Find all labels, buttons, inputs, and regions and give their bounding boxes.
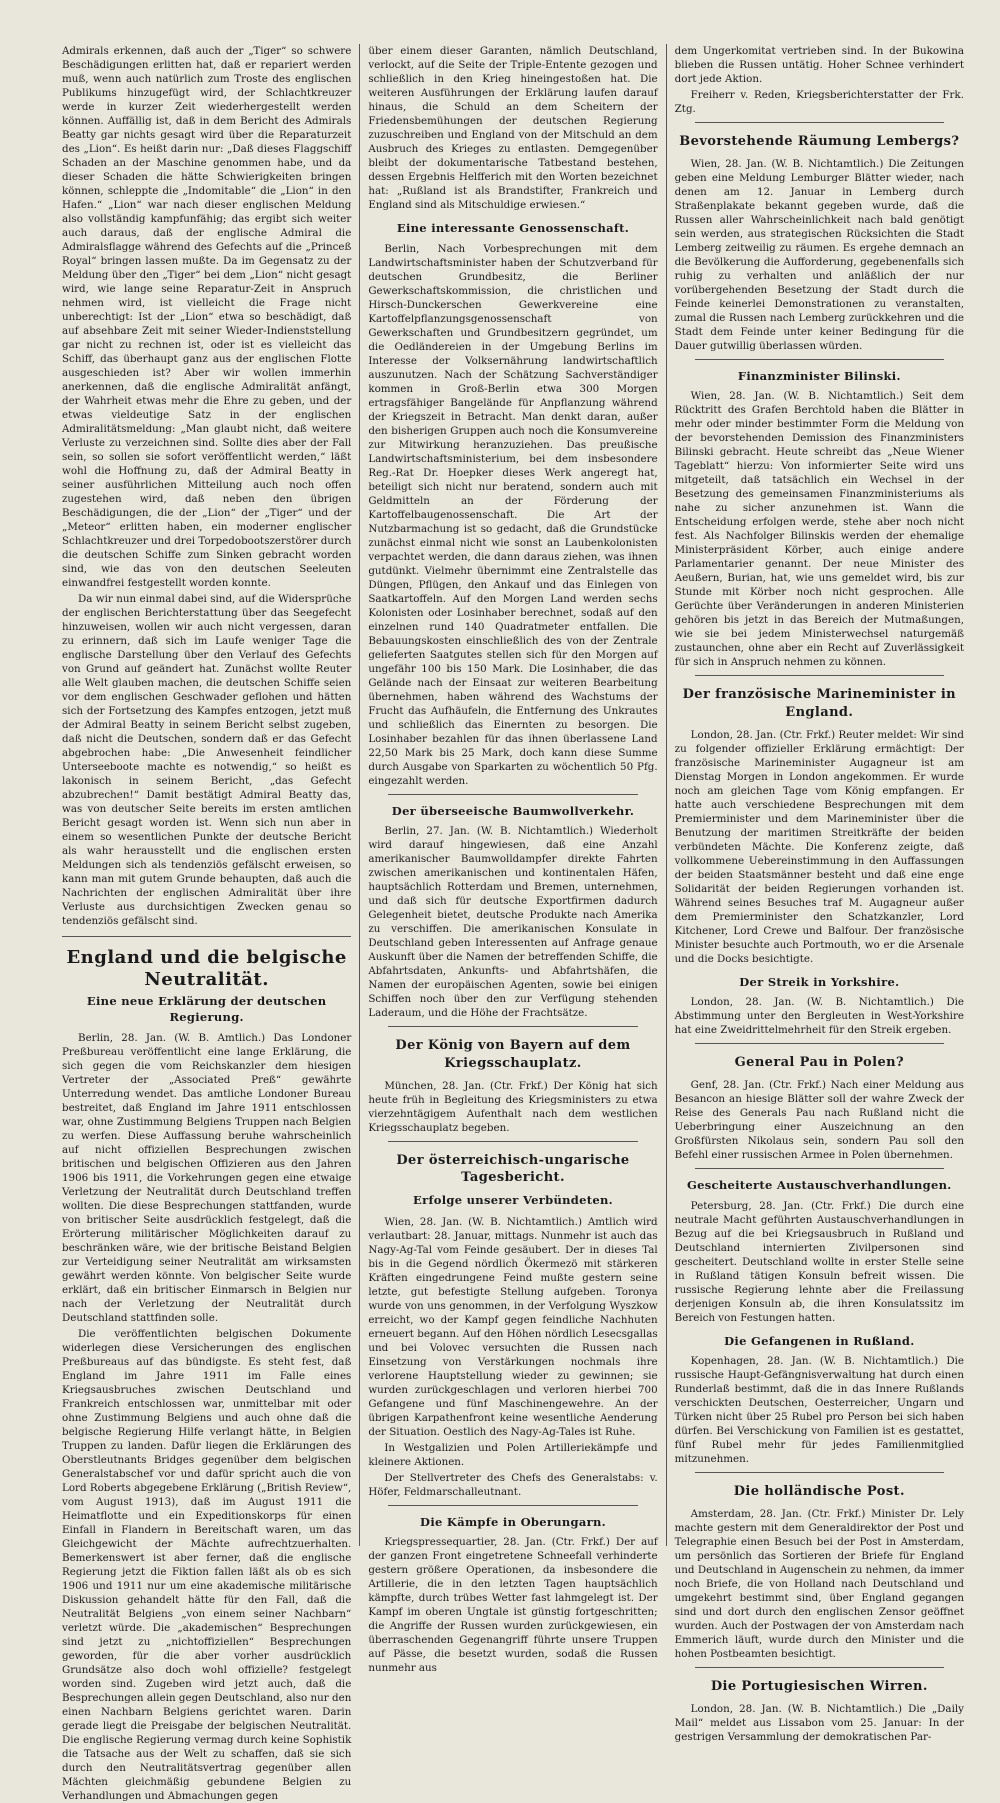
column-rule — [359, 44, 360, 1546]
article-text: Wien, 28. Jan. (W. B. Nichtamtlich.) Seit dem Rücktritt des Grafen Berchtold haben die Blätter in mehr oder minder bestimmter Form die Meldung von der bevorstehenden Demission des Finanzministers Bilinski gebracht. Heute schreibt das „Neue Wiener Tageblatt“ hierzu: Von informierter Seite wird uns mitgeteilt, daß tatsächlich ein Wechsel in der Besetzung des gemeinsamen Finanzministeriums als nahe zu sicher anzunehmen ist. Wann die Entscheidung erfolgen werde, stehe aber noch nicht fest. Als Nachfolger Bilinskis werden der ehemalige Ministerpräsident Körber, auch einige andere Parlamentarier genannt. Der neue Minister des Aeußern, Burian, hat, wie uns gemeldet wird, bis zur Stunde mit Körber noch nicht gesprochen. Alle Gerüchte über Veränderungen in anderen Ministerien gehören bis jetzt in das Bereich der Mutmaßungen, wie sie bei jedem Ministerwechsel naturgemäß zustaunchen, ohne aber ein Recht auf Zuverlässigkeit für sich in Anspruch nehmen zu können. — [674, 390, 964, 669]
divider — [62, 936, 351, 937]
headline-austro-hungarian-report: Der österreichisch-ungarische Tagesbericht. — [396, 1152, 630, 1186]
divider — [695, 1168, 944, 1169]
column-2 — [368, 44, 658, 1675]
divider — [388, 1505, 637, 1506]
article-text: Wien, 28. Jan. (W. B. Nichtamtlich.) Amtlich wird verlautbart: 28. Januar, mittags. Nunmehr ist auch das Nagy-Ag-Tal vom Feinde gesäubert. Der in dieses Tal bis in die Gegend nördlich Ökermezö mit stärkeren Kräften eingedrungene Feind mußte gestern seine letzte, gut befestigte Stellung aufgeben. Toronya wurde von uns genommen, in der Verfolgung Wyszkow erreicht, wo der Kampf gegen feindliche Nachhuten erneuert begann. Auf den Höhen nördlich Lesecsgallas und bei Volovec versuchten die Russen nach Einsetzung von Verstärkungen nochmals ihre verlorene Hauptstellung wieder zu gewinnen; sie wurden zurückgeschlagen und verloren hierbei 700 Gefangene und fünf Maschinengewehre. An der übrigen Karpathenfront keine wesentliche Aenderung der Situation. Oestlich des Nagy-Ag-Tales ist Ruhe. — [368, 1215, 658, 1438]
article-text: Berlin, Nach Vorbesprechungen mit dem Landwirtschaftsminister haben der Schutzverband für deutschen Grundbesitz, die Berliner Gewerkschaftskommission, die christlichen und Hirsch-Dunckerschen Gewerkvereine eine Kartoffelpflanzungsgenossenschaft von Gewerkschaften und Grundbesitzern gegründet, um die Oedländereien in der Umgebung Berlins im Interesse der Volksernährung landwirtschaftlich auszunutzen. Nach der Schätzung Sachverständiger kommen in Groß-Berlin etwa 300 Morgen ertragsfähiger Bangelände für Anpflanzung während der Kriegszeit in Betracht. Man denkt daran, außer den bisherigen Gruppen auch noch die Konsumvereine zur Mitwirkung heranzuziehen. Das preußische Landwirtschaftsministerium, bei dem insbesondere Reg.-Rat Dr. Hoepker dieses Werk angeregt hat, beteiligt sich nicht nur beratend, sondern auch mit Geldmitteln an der Förderung der Kartoffelbaugenossenschaft. Die Art der Nutzbarmachung ist so gedacht, daß die Grundstücke zunächst einmal nicht wie sonst an Laubenkolonisten verpachtet werden, die dann daraus ziehen, was ihnen gutdünkt. Vielmehr übernimmt eine Zentralstelle das Düngen, Pflügen, den Ankauf und das Einlegen von Saatkartoffeln. Auf den Morgen Land werden sechs Kolonisten oder Losinhaber berechnet, sodaß auf den einzelnen rund 140 Quadratmeter entfallen. Die Bebauungskosten einschließlich des von der Zentrale gelieferten Saatgutes stellen sich für den Morgen auf ungefähr 100 bis 150 Mark. Die Losinhaber, die das Gelände nach der Einsaat zur weiteren Bearbeitung übernehmen, haben während des Wachstums der Frucht das Aufhäufeln, die Entfernung des Unkrautes und schließlich das Einernten zu besorgen. Die Losinhaber bezahlen für das ihnen überlassene Land 22,50 Mark bis 25 Mark, doch kann diese Summe durch Ausgabe von Sparkarten zu wöchentlich 50 Pfg. eingezahlt werden. — [368, 242, 658, 787]
subheadline: Eine neue Erklärung der deutschen Regierung. — [86, 994, 327, 1024]
headline-cotton-traffic: Der überseeische Baumwollverkehr. — [391, 803, 635, 818]
headline-prisoners-russia: Die Gefangenen in Rußland. — [724, 1333, 915, 1348]
article-text: Wien, 28. Jan. (W. B. Nichtamtlich.) Die Zeitungen geben eine Meldung Lemburger Blätter wieder, nach denen am 12. Januar in Lemberg durch Straßenplakate bekannt gegeben wurde, daß die Russen aller Wahrscheinlichkeit nach bald genötigt sein werden, aus strategischen Rücksichten die Stadt Lemberg zeitweilig zu räumen. Es ergehe demnach an die Bevölkerung die Aufforderung, gegebenenfalls sich ruhig zu verhalten und anläßlich der nur vorübergehenden Besetzung der Stadt durch die Feinde keinerlei Demonstrationen zu veranstalten, zumal die Russen nach Lemberg zurückkehren und die Stadt dem Feinde unter keiner Bedingung für die Dauer gutwillig überlassen würden. — [674, 157, 964, 352]
divider — [695, 1667, 944, 1668]
article-text: London, 28. Jan. (Ctr. Frkf.) Reuter meldet: Wir sind zu folgender offizieller Erklärung ermächtigt: Der französische Marineminister Augagneur ist am Dienstag Morgen in London angekommen. Er wurde noch am gleichen Tage vom König empfangen. Er hatte auch verschiedene Besprechungen mit dem Premierminister und dem Marineminister über die Benutzung der maritimen Streitkräfte der beiden verbündeten Mächte. Die Konferenz zeigte, daß vollkommene Uebereinstimmung in den Auffassungen der beiden Staatsmänner besteht und daß eine enge Solidarität der beiden Regierungen vorhanden ist. Während seines Besuches traf M. Augagneur außer dem Premierminister den Schatzkanzler, Lord Kitchener, Lord Crewe und Balfour. Der französische Minister besuchte auch Portmouth, wo er die Arsenale und die Docks besichtigte. — [674, 728, 964, 965]
divider — [695, 1043, 944, 1044]
divider — [695, 675, 944, 676]
divider — [388, 794, 637, 795]
article-text: Kriegspressequartier, 28. Jan. (Ctr. Frkf.) Der auf der ganzen Front eingetretene Schneefall verhinderte gestern größere Operationen, da insbesondere die Artillerie, die in den letzten Tagen hauptsächlich kämpfte, durch trübes Wetter fast lahmgelegt ist. Der Kampf im oberen Ungtale ist günstig fortgeschritten; die Angriffe der Russen wurden zurückgewiesen, ein überraschenden Gegenangriff führte unsere Truppen auf Pässe, die besetzt wurden, sodaß die Russen nunmehr aus — [368, 1536, 658, 1675]
headline-portuguese-turmoil: Die Portugiesischen Wirren. — [710, 1678, 928, 1694]
column-3 — [674, 44, 964, 1743]
article-text: dem Ungerkomitat vertrieben sind. In der Bukowina blieben die Russen untätig. Hoher Schnee verhindert dort jede Aktion. — [674, 45, 964, 85]
article-text: Der Stellvertreter des Chefs des Generalstabs: v. Höfer, Feldmarschalleutnant. — [368, 1471, 658, 1498]
article-text: Da wir nun einmal dabei sind, auf die Widersprüche der englischen Berichterstattung über das Seegefecht hinzuweisen, wollen wir auch nicht vergessen, daran zu erinnern, daß sich im Laufe weniger Tage die englische Darstellung über den Verlauf des Gefechts von Grund auf geändert hat. Zunächst wollte Reuter alle Welt glauben machen, die deutschen Schiffe seien vor dem englischen Geschwader geflohen und hätten sich der Fortsetzung des Kampfes entzogen, jetzt muß der Admiral Beatty in seinem Bericht selbst zugeben, daß nicht die Deutschen, sondern daß er das Gefecht abgebrochen habe: „Die Anwesenheit feindlicher Unterseeboote machte es notwendig,“ so heißt es lakonisch in seinem Bericht, „das Gefecht abzubrechen!“ Damit bestätigt Admiral Beatty das, was von deutscher Seite bereits im ersten amtlichen Bericht gesagt worden ist. Wenn sich nun aber in einem so wesentlichen Punkte der deutsche Bericht als wahr herausstellt und die englischen ersten Meldungen sich als tendenziös gefälscht erweisen, so kann man mit gutem Grunde behaupten, daß auch die Nachrichten der englischen Admiralität über ihre Verluste aus durchsichtigen Zwecken genau so tendenziös gefälscht sind. — [62, 593, 352, 927]
column-rule — [666, 44, 667, 1546]
article-text: Admirals erkennen, daß auch der „Tiger“ so schwere Beschädigungen erlitten hat, daß er repariert werden muß, wenn auch natürlich zum Troste des englischen Publikums hinzugefügt wird, der Schlachtkreuzer werde in kurzer Zeit wiederhergestellt werden können. Auffällig ist, daß in dem Bericht des Admirals Beatty gar nichts gesagt wird über die Reparaturzeit des „Lion“. Es heißt darin nur: „Daß dieses Flaggschiff Schaden an der Maschine genommen habe, und da dieser Schaden die hätte Schwierigkeiten bringen können, schleppte die „Indomitable“ die „Lion“ in den Hafen.“ „Lion“ war nach dieser englischen Meldung also vollständig kampfunfähig; das ergibt sich weiter auch daraus, daß der englische Admiral die Admiralsflagge während des Gefechts auf die „Princeß Royal“ bringen lassen mußte. Da im Gegensatz zu der Meldung über den „Tiger“ bei dem „Lion“ nicht gesagt wird, wie lange seine Reparatur-Zeit in Anspruch nehmen wird, ist vielleicht die Frage nicht unberechtigt: Ist der „Lion“ etwa so beschädigt, daß auf absehbare Zeit mit seiner Wieder-Indienststellung gar nicht zu rechnen ist, oder ist es vielleicht das Schiff, das überhaupt ganz aus der englischen Flotte ausgeschieden ist? Aber wir wollen immerhin anerkennen, daß die englische Admiralität anfängt, der Wahrheit etwas mehr die Ehre zu geben, und der etwas vieldeutige Satz in der englischen Admiralitätsmeldung: „Man glaubt nicht, daß weitere Verluste zu verzeichnen sind. Sollte dies aber der Fall sein, so sollen sie sofort veröffentlicht werden,“ läßt wohl die Hoffnung zu, daß der Admiral Beatty in seiner ausführlichen Mitteilung auch noch offen zugestehen wird, daß neben den übrigen Beschädigungen, die der „Lion“ der „Tiger“ und der „Meteor“ erlitten haben, ein moderner englischer Schlachtkreuzer und drei Torpedobootszerstörer durch die deutschen Schiffe zum Sinken gebracht worden sind, wie das von den deutschen Seeleuten einwandfrei festgestellt worden konnte. — [62, 45, 352, 589]
headline-exchange-negotiations: Gescheiterte Austauschverhandlungen. — [687, 1177, 952, 1192]
divider — [695, 122, 944, 123]
article-text: London, 28. Jan. (W. B. Nichtamtlich.) Die „Daily Mail“ meldet aus Lissabon vom 25. Januar: In der gestrigen Versammlung der demokratischen Par- — [674, 1702, 964, 1743]
byline: Freiherr v. Reden, Kriegsberichterstatter der Frk. Ztg. — [674, 89, 964, 115]
divider — [388, 1141, 637, 1142]
headline-lemberg: Bevorstehende Räumung Lembergs? — [679, 134, 960, 149]
divider — [695, 359, 944, 360]
headline-finance-minister: Finanzminister Bilinski. — [737, 368, 901, 383]
article-text: In Westgalizien und Polen Artilleriekämpfe und kleinere Aktionen. — [368, 1441, 658, 1468]
article-text: über einem dieser Garanten, nämlich Deutschland, verlockt, auf die Seite der Triple-Entente gezogen und schließlich in den Krieg hineingestoßen hat. Die weiteren Ausführungen der Erklärung laufen darauf hinaus, die Schuld an dem Scheitern der Friedensbemühungen der deutschen Regierung zuzuschreiben und England von der Mitschuld an dem Ausbruch des Krieges zu entlasten. Demgegenüber bleibt der dokumentarische Tatbestand bestehen, dessen Ergebnis Helfferich mit den Worten bezeichnet hat: „Rußland ist als Brandstifter, Frankreich und England sind als Mitschuldige erwiesen.“ — [368, 45, 658, 211]
headline-general-pau: General Pau in Polen? — [734, 1055, 904, 1071]
article-text: München, 28. Jan. (Ctr. Frkf.) Der König hat sich heute früh in Begleitung des Kriegsministers zu etwa vierzehntägigem Aufenthalt nach dem westlichen Kriegsschauplatz begeben. — [368, 1079, 658, 1134]
headline-cooperative: Eine interessante Genossenschaft. — [396, 221, 630, 235]
headline-yorkshire-strike: Der Streik in Yorkshire. — [739, 974, 900, 989]
article-text: London, 28. Jan. (W. B. Nichtamtlich.) Die Abstimmung unter den Bergleuten in West-Yorkshire hat eine Zweidrittelmehrheit für den Streik ergeben. — [674, 996, 964, 1037]
headline-belgian-neutrality: England und die belgische Neutralität. — [66, 947, 347, 990]
article-text: Berlin, 27. Jan. (W. B. Nichtamtlich.) Wiederholt wird darauf hingewiesen, daß eine Anzahl amerikanischer Baumwolldampfer direkte Fahrten zwischen amerikanischen und kontinentalen Häfen, hauptsächlich Rotterdam und Bremen, unternehmen, und daß sich für deutsche Exportfirmen dadurch Gelegenheit bietet, deutsche Produkte nach Amerika zu verschiffen. Die amerikanischen Konsulate in Deutschland geben Interessenten auf Anfrage genaue Auskunft über die Namen der betreffenden Schiffe, die Abfahrtsdaten, Ankunfts- und Abfahrtshäfen, die Namen der europäischen Agenten, sowie bei einigen Schiffen noch über den zur Verfügung stehenden Laderaum, und die Höhe der Frachtsätze. — [368, 825, 658, 1020]
article-text: Genf, 28. Jan. (Ctr. Frkf.) Nach einer Meldung aus Besancon an hiesige Blätter soll der wahre Zweck der Reise des Generals Pau nach Rußland nicht die Ueberbringung einer Auszeichnung an den Großfürsten Nikolaus sein, sondern Pau soll den Befehl einer russischen Armee in Polen übernehmen. — [674, 1078, 964, 1161]
article-text: Die veröffentlichten belgischen Dokumente widerlegen diese Versicherungen des englischen Preßbureaus auf das bündigste. Es steht fest, daß England im Jahre 1911 im Falle eines Kriegsausbruches zwischen Deutschland und Frankreich entschlossen war, unmittelbar mit oder ohne Zustimmung Belgiens und auch ohne daß die belgische Regierung Hilfe verlangt hätte, in Belgien Truppen zu landen. Dafür liegen die Erklärungen des Oberstleutnants Bridges gegenüber dem belgischen Generalstabschef vor und dafür spricht auch die von Lord Roberts abgegebene Erklärung („British Review“, vom August 1913), daß im August 1911 die Heimatflotte und ein Expeditionskorps für einen Einfall in Flandern in Bereitschaft waren, um das Gleichgewicht der Mächte aufrechtzuerhalten. Bemerkenswert ist aber ferner, daß die englische Regierung jetzt die Fiktion fallen läßt als ob es sich 1906 und 1911 nur um eine akademische militärische Diskussion gehandelt hätte für den Fall, daß die Neutralität Belgiens „von einem seiner Nachbarn“ verletzt würde. Die „akademischen“ Besprechungen sind jetzt zu „nichtoffiziellen“ Besprechungen geworden, für die aber vorher ausdrücklich Grundsätze also doch wohl offizielle? festgelegt worden sind. Zugeben wird jetzt auch, daß die Besprechungen allein gegen Deutschland, also nur den einen Nachbarn Belgiens gerichtet waren. Darin gerade liegt die Preisgabe der belgischen Neutralität. Die englische Regierung vermag durch keine Sophistik die Tatsache aus der Welt zu schaffen, daß sie sich durch den Neutralitätsvertrag gegenüber allen Mächten gleichmäßig gebundene Belgien zu Verhandlungen und Abmachungen gegen — [62, 1328, 352, 1803]
column-1 — [62, 44, 352, 1803]
article-text: Amsterdam, 28. Jan. (Ctr. Frkf.) Minister Dr. Lely machte gestern mit dem Generaldirektor der Post und Telegraphie einen Besuch bei der Post in Amsterdam, um persönlich das Sortieren der Briefe für England und Deutschland in Augenschein zu nehmen, da immer noch Briefe, die von Holland nach Deutschland und umgekehrt bestimmt sind, über England gegangen sind und dort durch den englischen Zensor geöffnet wurden. Auch der Postwagen der von Amsterdam nach Emmerich läuft, wurde durch den Minister und die hohen Postbeamten besichtigt. — [674, 1507, 964, 1660]
headline-upper-hungary: Die Kämpfe in Oberungarn. — [420, 1514, 606, 1529]
divider — [388, 1026, 637, 1027]
headline-dutch-post: Die holländische Post. — [733, 1484, 905, 1500]
article-text: Berlin, 28. Jan. (W. B. Amtlich.) Das Londoner Preßbureau veröffentlicht eine lange Erklärung, die sich gegen die vom Reichskanzler dem hiesigen Vertreter der „Associated Preß“ gewährte Unterredung wendet. Das amtliche Londoner Bureau bestreitet, daß England im Jahre 1911 entschlossen war, ohne Zustimmung Belgiens Truppen nach Belgien zu werfen. Diese Auffassung beruhe wahrscheinlich auf nicht offiziellen Besprechungen zwischen britischen und belgischen Offizieren aus den Jahren 1906 bis 1911, die Vorkehrungen gegen eine etwaige Verletzung der Neutralität durch Deutschland treffen wollten. Die diese Besprechungen stattfanden, wurde von britischer Seite ausdrücklich festgelegt, daß die Erörterung militärischer Möglichkeiten darauf zu beschränken wäre, wie der britische Beistand Belgien zur Verteidigung seiner Neutralität am wirksamsten gewährt werden könnte. Von belgischer Seite wurde erklärt, daß ein britischer Einmarsch in Belgien nur nach der Verletzung der Neutralität durch Deutschland stattfinden solle. — [62, 1032, 352, 1325]
headline-french-navy-minister: Der französische Marineminister in England. — [682, 687, 957, 720]
article-text: Petersburg, 28. Jan. (Ctr. Frkf.) Die durch eine neutrale Macht geführten Austauschverhandlungen in Bezug auf die bei Kriegsausbruch in Rußland und Deutschland internierten Zivilpersonen sind gescheitert. Deutschland wollte in erster Stelle seine in Rußland tätigen Konsuln befreit wissen. Die russische Regierung lehnte aber die Freilassung derjenigen Konsuln ab, die ihren Konsulatssitz im Bereich von Festungen hatten. — [674, 1199, 964, 1324]
divider — [695, 1472, 944, 1473]
subheadline: Erfolge unserer Verbündeten. — [413, 1192, 613, 1207]
article-text: Kopenhagen, 28. Jan. (W. B. Nichtamtlich.) Die russische Haupt-Gefängnisverwaltung hat durch einen Runderlaß bestimmt, daß die in das Innere Rußlands verschickten Deutschen, Oesterreicher, Ungarn und Türken nicht über 25 Rubel pro Person bei sich haben dürfen. Bei Verschickung von Familien ist es gestattet, fünf Rubel mehr für jedes Familienmitglied mitzunehmen. — [674, 1355, 964, 1466]
headline-king-of-bavaria: Der König von Bayern auf dem Kriegsschauplatz. — [395, 1038, 631, 1071]
